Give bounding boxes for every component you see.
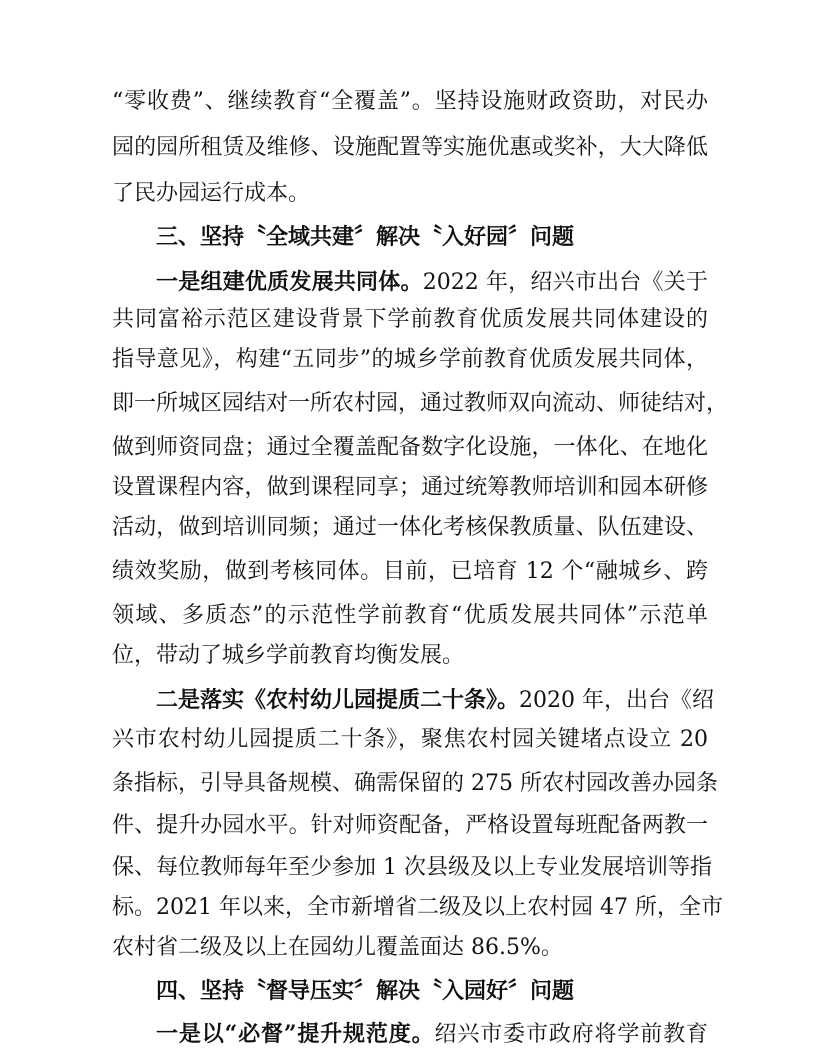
paragraph-line: 共同富裕示范区建设背景下学前教育优质发展共同体建设的 [112,307,708,332]
section-heading-3: 三、坚持〝全域共建〞解决〝入好园〞问题 [156,225,575,250]
paragraph-line: 兴市农村幼儿园提质二十条》，聚焦农村园关键堵点设立 20 [112,727,708,752]
paragraph-line: 农村省二级及以上在园幼儿覆盖面达 86.5%。 [112,935,563,960]
paragraph-line: 园的园所租赁及维修、设施配置等实施优惠或奖补，大大降低 [112,135,708,160]
paragraph-line: 件、提升办园水平。针对师资配备，严格设置每班配备两教一 [112,813,708,838]
paragraph-line: 做到师资同盘；通过全覆盖配备数字化设施，一体化、在地化 [112,435,708,460]
paragraph-line: 条指标，引导具备规模、确需保留的 275 所农村园改善办园条 [112,771,718,796]
paragraph-line-lead [156,1014,708,1054]
lead-rest: 2022 年，绍兴市出台 [422,270,642,295]
lead-phrase: 一是组建优质发展共同体。 [156,269,423,295]
paragraph-line: 位，带动了城乡学前教育均衡发展。 [112,643,465,668]
paragraph-line: 了民办园运行成本。 [112,181,311,206]
lead-tail: 绍兴市委市政府将学前教育 [434,1022,708,1047]
paragraph-line: 设置课程内容，做到课程同享；通过统筹教师培训和园本研修 [112,475,708,500]
lead-tail: 《绍 [670,688,715,713]
paragraph-line: 指导意见》，构建“五同步”的城乡学前教育优质发展共同体， [112,347,708,372]
paragraph-line: “零收费”、继续教育“全覆盖”。坚持设施财政资助，对民办 [112,89,708,114]
lead-tail: 《关于 [641,270,708,295]
paragraph-line: 标。2021 年以来，全市新增省二级及以上农村园 47 所，全市 [112,895,723,920]
section-heading-4: 四、坚持〝督导压实〞解决〝入园好〞问题 [156,979,575,1004]
paragraph-line: 领域、多质态”的示范性学前教育“优质发展共同体”示范单 [112,603,708,628]
lead-phrase: 二是落实《农村幼儿园提质二十条》。 [156,687,520,713]
lead-phrase: 一是以“必督”提升规范度。 [156,1021,435,1047]
paragraph-line: 活动，做到培训同频；通过一体化考核保教质量、队伍建设、 [112,515,708,540]
lead-rest: 2020 年，出台 [519,688,670,713]
paragraph-line: 绩效奖励，做到考核同体。目前，已培育 12 个“融城乡、跨 [112,559,708,584]
paragraph-line: 保、每位教师每年至少参加 1 次县级及以上专业发展培训等指 [112,855,712,880]
paragraph-line-lead [156,680,715,720]
paragraph-line: 即一所城区园结对一所农村园，通过教师双向流动、师徒结对， [112,391,729,416]
paragraph-line-lead [156,262,708,302]
